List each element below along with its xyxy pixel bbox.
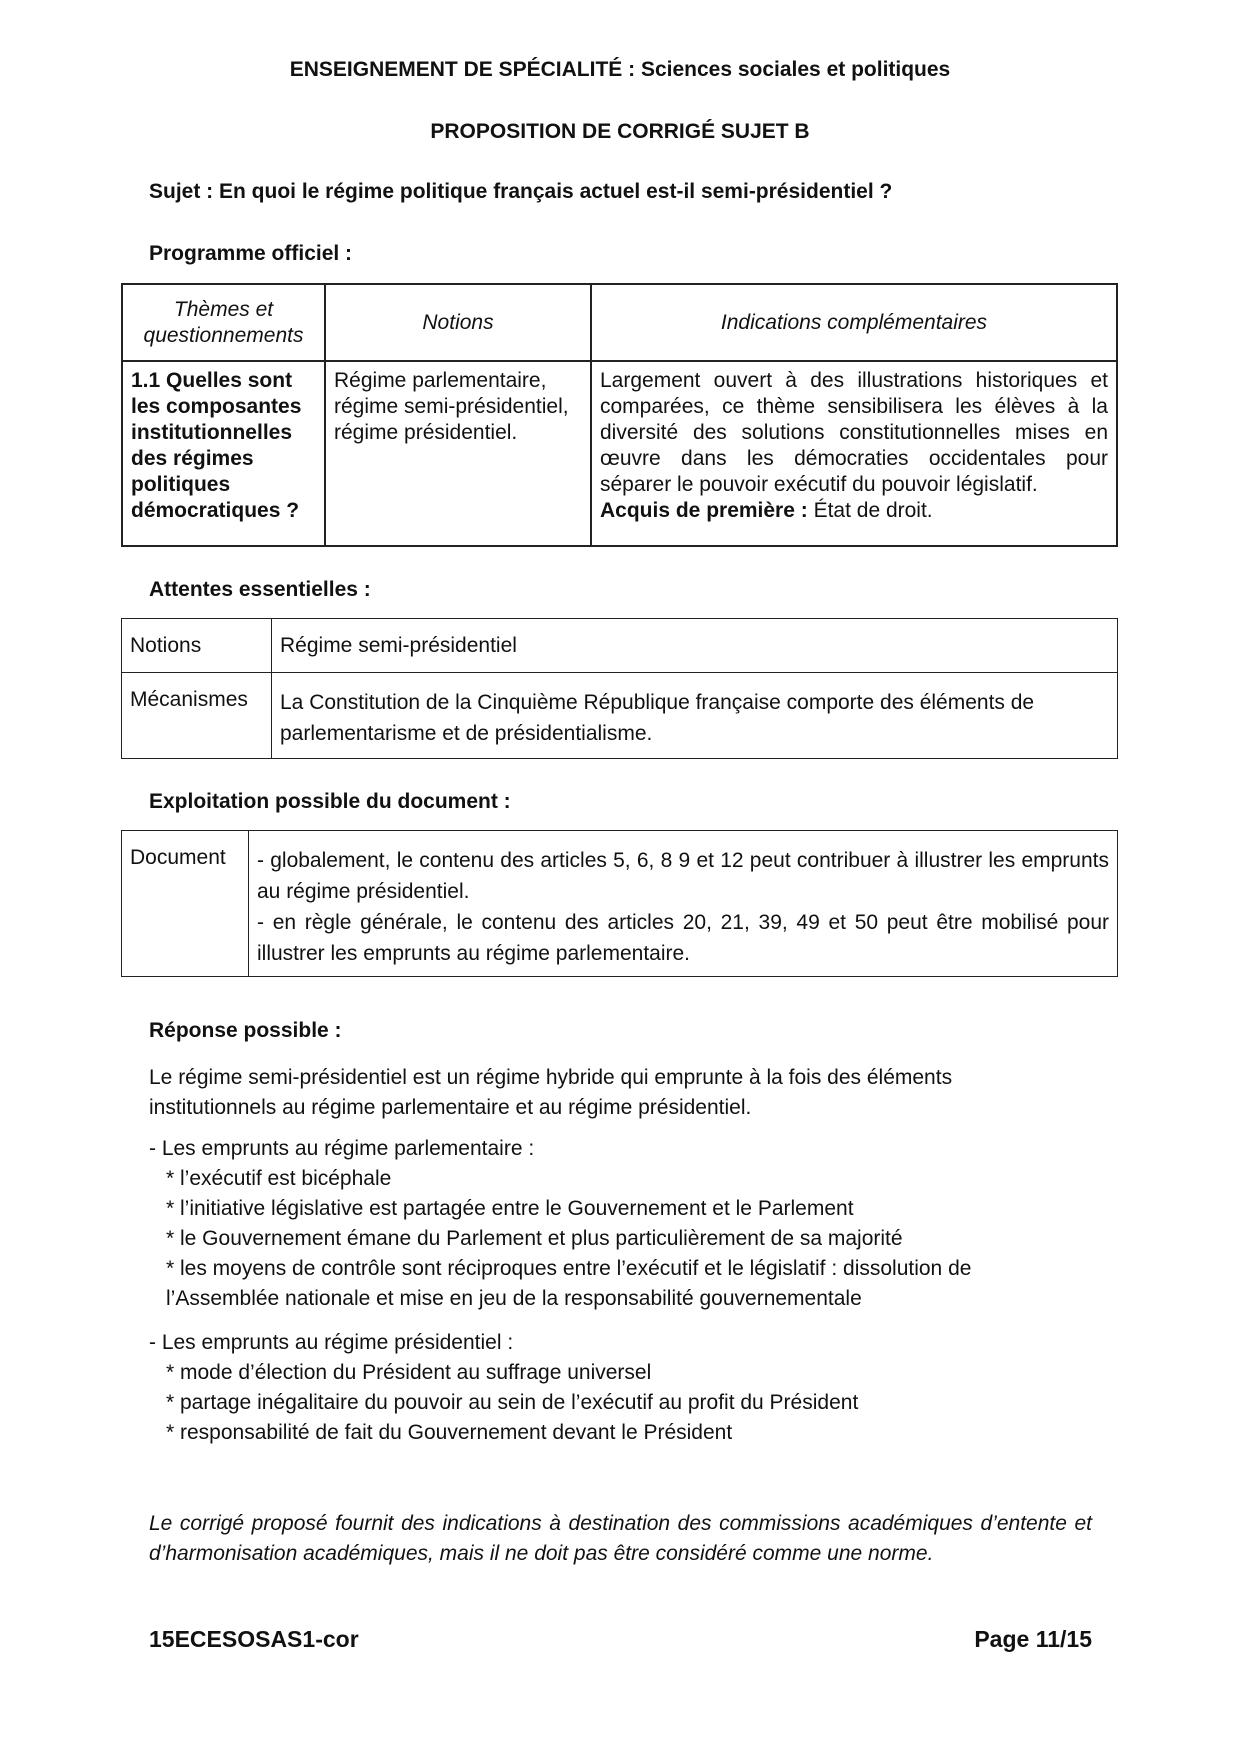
acquis-label: Acquis de première : — [600, 499, 808, 522]
parl-list — [149, 1134, 1089, 1314]
list-item: * le Gouvernement émane du Parlement et plus particulièrement de sa majorité — [166, 1227, 903, 1250]
document-title: ENSEIGNEMENT DE SPÉCIALITÉ : Sciences sociales et politiques — [289, 58, 951, 81]
list-item: * responsabilité de fait du Gouvernement devant le Président — [166, 1421, 733, 1444]
list-item: * mode d’élection du Président au suffrage universel — [166, 1361, 652, 1384]
pres-list — [149, 1328, 1089, 1448]
notions-cell: Régime parlementaire, régime semi-présidentiel, régime présidentiel. — [325, 361, 591, 546]
exploitation-content — [249, 831, 1118, 977]
disclaimer-note: Le corrigé proposé fournit des indications à destination des commissions académiques d’entente et d’harmonisation académiques, mais il ne doit pas être considéré comme une norme. — [149, 1512, 1092, 1565]
attentes-value: La Constitution de la Cinquième République française comporte des éléments de parlementarisme et de présidentialisme. — [272, 673, 1118, 759]
document-label: Document — [122, 831, 249, 977]
indications-text: Largement ouvert à des illustrations historiques et comparées, ce thème sensibilisera les élèves à la diversité des solutions constitutionnelles mises en œuvre dans les démocraties occidentales pour séparer le pouvoir exécutif du pouvoir législatif. — [600, 369, 1108, 496]
list-item: * l’initiative législative est partagée entre le Gouvernement et le Parlement — [166, 1197, 854, 1220]
header-themes: Thèmes et questionnements — [122, 284, 325, 361]
subject-line: Sujet : En quoi le régime politique français actuel est-il semi-présidentiel ? — [149, 180, 893, 203]
exploitation-line: - globalement, le contenu des articles 5, 6, 8 9 et 12 peut contribuer à illustrer les emprunts au régime présidentiel. — [257, 849, 1109, 903]
attentes-label: Mécanismes — [122, 673, 272, 759]
attentes-value: Régime semi-présidentiel — [272, 619, 1118, 673]
exploitation-line: - en règle générale, le contenu des articles 20, 21, 39, 49 et 50 peut être mobilisé pour illustrer les emprunts au régime parlementaire. — [257, 911, 1109, 965]
theme-cell: 1.1 Quelles sont les composantes institutionnelles des régimes politiques démocratiques ? — [122, 361, 325, 546]
programme-table — [121, 283, 1118, 547]
header-indications: Indications complémentaires — [591, 284, 1117, 361]
list-item: * les moyens de contrôle sont réciproques entre l’exécutif et le législatif : dissolution de l’Assemblée nationale et mise en jeu de la responsabilité gouvernementale — [166, 1257, 972, 1310]
document-subtitle: PROPOSITION DE CORRIGÉ SUJET B — [430, 120, 810, 143]
list-item: * l’exécutif est bicéphale — [166, 1167, 392, 1190]
attentes-label: Notions — [122, 619, 272, 673]
acquis-value: État de droit. — [807, 499, 933, 522]
list-item: * partage inégalitaire du pouvoir au sein de l’exécutif au profit du Président — [166, 1391, 859, 1414]
indications-cell — [591, 361, 1117, 546]
parl-title: - Les emprunts au régime parlementaire : — [149, 1137, 535, 1160]
exploitation-table — [121, 830, 1118, 977]
footer-code: 15ECESOSAS1-cor — [149, 1626, 359, 1652]
programme-heading: Programme officiel : — [149, 242, 353, 265]
pres-title: - Les emprunts au régime présidentiel : — [149, 1331, 514, 1354]
attentes-heading: Attentes essentielles : — [149, 578, 371, 601]
footer-page: Page 11/15 — [974, 1626, 1092, 1652]
reponse-heading: Réponse possible : — [149, 1019, 342, 1042]
exploitation-heading: Exploitation possible du document : — [149, 790, 511, 813]
reponse-intro: Le régime semi-présidentiel est un régime hybride qui emprunte à la fois des éléments institutionnels au régime parlementaire et au régime présidentiel. — [149, 1066, 953, 1119]
header-notions: Notions — [325, 284, 591, 361]
attentes-table — [121, 618, 1118, 759]
